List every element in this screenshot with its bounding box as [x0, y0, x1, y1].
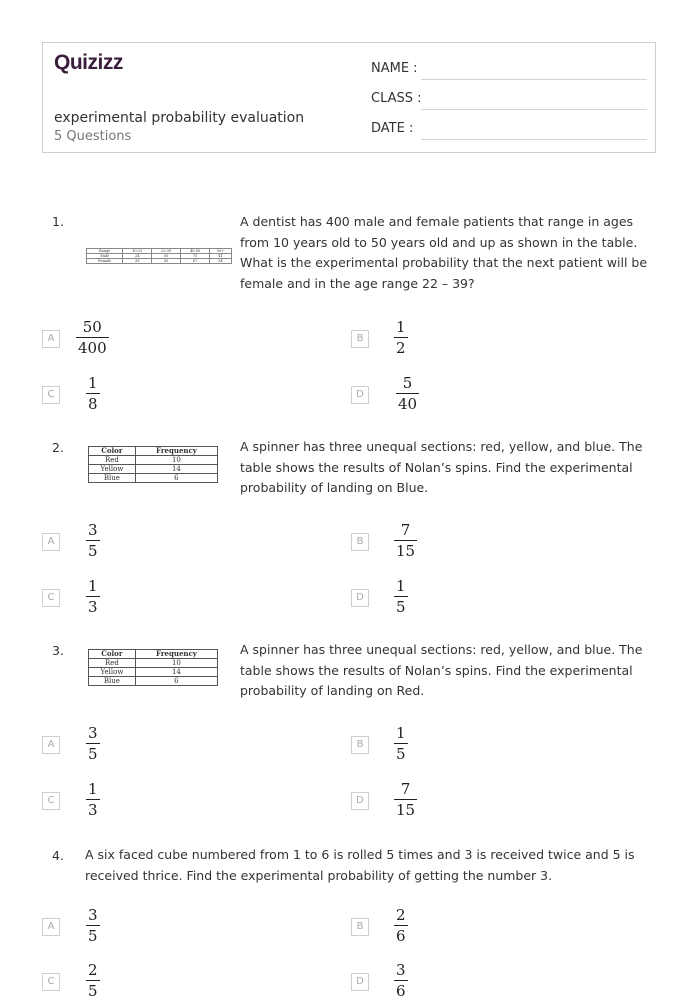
table-cell: Red	[89, 659, 136, 668]
table-cell: 24	[123, 254, 152, 259]
option-c-fraction[interactable]	[86, 780, 100, 820]
denominator: 6	[396, 927, 406, 945]
denominator: 15	[396, 542, 416, 560]
name-field[interactable]	[371, 58, 647, 80]
numerator: 5	[402, 374, 413, 392]
option-d-box[interactable]: D	[351, 589, 369, 607]
table-cell: 75	[181, 254, 210, 259]
question-number: 2.	[52, 440, 64, 455]
numerator: 1	[396, 318, 406, 336]
table-cell: 54	[210, 259, 232, 264]
question-number: 1.	[52, 214, 64, 229]
table-cell: 39	[123, 259, 152, 264]
date-label: DATE :	[371, 121, 414, 136]
quizizz-logo: Quizizz	[54, 51, 123, 74]
worksheet-title: experimental probability evaluation	[54, 110, 305, 126]
date-field[interactable]	[371, 118, 647, 140]
worksheet-header	[42, 42, 656, 153]
numerator: 2	[88, 961, 98, 979]
name-label: NAME :	[371, 61, 418, 76]
denominator: 5	[88, 982, 98, 1000]
question-count: 5 Questions	[54, 129, 132, 144]
table-cell: 10	[135, 456, 217, 465]
option-b-box[interactable]: B	[351, 330, 369, 348]
denominator: 5	[396, 598, 406, 616]
denominator: 3	[88, 801, 98, 819]
numerator: 50	[82, 318, 102, 336]
denominator: 15	[396, 801, 416, 819]
option-a-box[interactable]: A	[42, 533, 60, 551]
numerator: 1	[396, 577, 406, 595]
option-a-fraction[interactable]	[86, 521, 100, 561]
numerator: 3	[88, 724, 98, 742]
option-a-fraction[interactable]	[86, 906, 100, 946]
table-cell: 40-50	[181, 249, 210, 254]
option-b-fraction[interactable]	[394, 521, 417, 561]
table-cell: Yellow	[89, 668, 136, 677]
option-a-fraction[interactable]	[86, 724, 100, 764]
denominator: 400	[78, 339, 107, 357]
numerator: 1	[88, 577, 98, 595]
table-cell: 50+	[210, 249, 232, 254]
denominator: 5	[88, 745, 98, 763]
denominator: 2	[396, 339, 406, 357]
table-header: Frequency	[135, 650, 217, 659]
table-cell: 14	[135, 668, 217, 677]
numerator: 7	[400, 780, 411, 798]
table-cell: 6	[135, 677, 217, 686]
table-cell: 50	[152, 259, 181, 264]
date-line	[421, 139, 647, 140]
question-text: A spinner has three unequal sections: red, yellow, and blue. The table shows the results of Nolan’s spins. Find the experimental probability of landing on Red.	[240, 642, 643, 698]
question-number: 3.	[52, 643, 64, 658]
table-header: Color	[89, 650, 136, 659]
numerator: 3	[88, 906, 98, 924]
option-a-box[interactable]: A	[42, 918, 60, 936]
option-b-box[interactable]: B	[351, 533, 369, 551]
option-d-box[interactable]: D	[351, 792, 369, 810]
numerator: 3	[88, 521, 98, 539]
table-cell: 14	[135, 465, 217, 474]
option-c-box[interactable]: C	[42, 792, 60, 810]
spinner-frequency-table	[88, 446, 218, 483]
option-c-box[interactable]: C	[42, 386, 60, 404]
table-cell: 10-21	[123, 249, 152, 254]
numerator: 7	[400, 521, 411, 539]
table-cell: 10	[135, 659, 217, 668]
table-cell: 67	[181, 259, 210, 264]
denominator: 8	[88, 395, 98, 413]
question-text: A six faced cube numbered from 1 to 6 is rolled 5 times and 3 is received twice and 5 is received thrice. Find the experimental probability of getting the number 3.	[85, 847, 635, 883]
spinner-frequency-table	[88, 649, 218, 686]
numerator: 1	[88, 780, 98, 798]
table-cell: 50	[152, 254, 181, 259]
name-line	[421, 79, 647, 80]
table-cell: 41	[210, 254, 232, 259]
table-cell: 6	[135, 474, 217, 483]
numerator: 1	[396, 724, 406, 742]
denominator: 5	[88, 542, 98, 560]
table-cell: Range	[87, 249, 123, 254]
option-a-fraction[interactable]	[76, 318, 109, 358]
denominator: 5	[396, 745, 406, 763]
numerator: 1	[88, 374, 98, 392]
table-cell: Male	[87, 254, 123, 259]
option-d-fraction[interactable]	[394, 577, 408, 617]
denominator: 3	[88, 598, 98, 616]
option-b-fraction[interactable]	[394, 318, 408, 358]
table-cell: Blue	[89, 677, 136, 686]
option-b-fraction[interactable]	[394, 724, 408, 764]
option-c-box[interactable]: C	[42, 589, 60, 607]
denominator: 40	[398, 395, 418, 413]
option-b-fraction[interactable]	[394, 906, 408, 946]
option-c-fraction[interactable]	[86, 577, 100, 617]
option-d-fraction[interactable]	[394, 780, 417, 820]
table-cell: Female	[87, 259, 123, 264]
option-d-fraction[interactable]	[394, 961, 408, 1001]
question-text: A dentist has 400 male and female patients that range in ages from 10 years old to 50 years old and up as shown in the table. What is the experimental probability that the next patient will be female and in the age range 22 – 39?	[240, 214, 648, 291]
table-cell: Red	[89, 456, 136, 465]
table-cell: Yellow	[89, 465, 136, 474]
option-d-box[interactable]: D	[351, 386, 369, 404]
option-a-box[interactable]: A	[42, 330, 60, 348]
option-c-fraction[interactable]	[86, 961, 100, 1001]
table-header: Frequency	[135, 447, 217, 456]
age-range-table	[86, 248, 232, 264]
option-d-fraction[interactable]	[396, 374, 419, 414]
question-number: 4.	[52, 848, 64, 863]
table-header: Color	[89, 447, 136, 456]
table-cell: 22-39	[152, 249, 181, 254]
question-text: A spinner has three unequal sections: red, yellow, and blue. The table shows the results of Nolan’s spins. Find the experimental probability of landing on Blue.	[240, 439, 643, 495]
table-cell: Blue	[89, 474, 136, 483]
option-d-box[interactable]: D	[351, 973, 369, 991]
numerator: 3	[396, 961, 406, 979]
option-b-box[interactable]: B	[351, 736, 369, 754]
class-label: CLASS :	[371, 91, 422, 106]
class-field[interactable]	[371, 88, 647, 110]
option-c-box[interactable]: C	[42, 973, 60, 991]
option-b-box[interactable]: B	[351, 918, 369, 936]
denominator: 6	[396, 982, 406, 1000]
numerator: 2	[396, 906, 406, 924]
denominator: 5	[88, 927, 98, 945]
class-line	[421, 109, 647, 110]
option-c-fraction[interactable]	[86, 374, 100, 414]
option-a-box[interactable]: A	[42, 736, 60, 754]
